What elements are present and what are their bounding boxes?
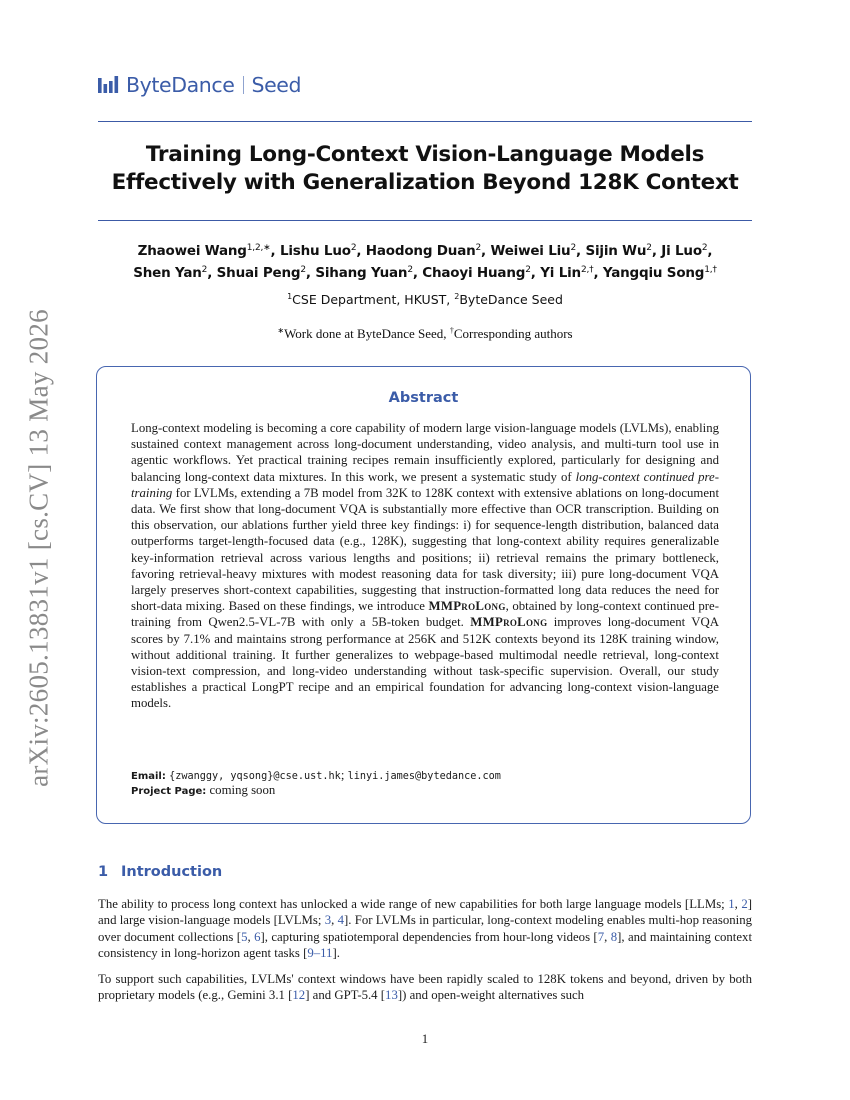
author-separator: , (356, 243, 362, 259)
intro-paragraph-1 (98, 896, 752, 961)
intro-text: ] and GPT-5.4 [ (305, 988, 386, 1003)
logo-product: Seed (251, 73, 302, 97)
header-rule (98, 121, 752, 122)
intro-text: , (734, 897, 742, 911)
author-name: Haodong Duan (365, 243, 476, 259)
author (585, 243, 656, 259)
author (603, 265, 717, 281)
author-separator: , (481, 243, 486, 259)
author-separator: , (651, 243, 657, 259)
author-separator: , (305, 265, 311, 281)
email-label: Email: (131, 771, 166, 782)
author (540, 265, 598, 281)
email-separator: ; (340, 768, 345, 782)
citation-link[interactable]: 6 (254, 929, 261, 944)
logo-brand: ByteDance (126, 73, 235, 97)
intro-text: ] and large vision-language models [LVLMs; (98, 897, 752, 928)
page-number: 1 (421, 1032, 429, 1046)
paper-title (98, 141, 752, 197)
author-separator: , (412, 265, 418, 281)
author-name: Shuai Peng (216, 265, 301, 281)
section-number: 1 (98, 864, 109, 880)
affiliation-1-marker: 1 (287, 292, 293, 301)
intro-text: ], and maintaining context consistency in long-horizon agent tasks [ (98, 929, 752, 960)
abstract-italic-term: long-context continued pre-training (131, 469, 719, 500)
author-affiliation-marker: 2,† (580, 265, 594, 275)
author-name: Zhaowei Wang (137, 243, 247, 259)
star-marker: ∗ (277, 326, 285, 335)
author-line-2 (90, 262, 760, 284)
bytedance-logo-icon (98, 75, 121, 95)
section-title: Introduction (121, 864, 223, 880)
model-name: MMProLong (470, 615, 548, 630)
author (422, 265, 535, 281)
affiliation-1: CSE Department, HKUST (292, 292, 447, 307)
author-affiliation-marker: 2 (350, 243, 357, 253)
author-affiliation-marker: 2 (570, 243, 577, 253)
logo-divider (243, 76, 244, 94)
author-name: Yangqiu Song (602, 265, 705, 281)
abstract-text (131, 420, 719, 712)
intro-text: The ability to process long context has unlocked a wide range of new capabilities for both large language models [LLMs; (98, 897, 729, 911)
author (133, 265, 212, 281)
intro-text: , (604, 929, 611, 944)
abstract-part-4: improves long-document VQA scores by 7.1% and maintains strong performance at 256K and 512K contexts beyond its 128K training window, without additional training. It further generalizes to webpage-based multimodal needle retrieval, long-context vision-text compression, and long-video understanding without task-specific supervision. Overall, our study establishes a practical LongPT recipe and an empirical foundation for advancing long-context vision-language models. (131, 615, 719, 711)
citation-link[interactable]: 13 (385, 988, 398, 1003)
project-page-value: coming soon (209, 783, 276, 797)
affiliation-2-marker: 2 (454, 292, 460, 301)
logo-wordmark (126, 74, 301, 96)
citation-link[interactable]: 8 (610, 929, 618, 944)
author-name: Sijin Wu (585, 243, 647, 259)
affiliations (98, 292, 752, 307)
author-affiliation-marker: 2 (300, 265, 306, 275)
author-separator: , (576, 243, 581, 259)
author-name: Weiwei Liu (490, 243, 571, 259)
affiliation-separator: , (446, 292, 451, 307)
affiliation-2: ByteDance Seed (459, 292, 563, 307)
author-separator: , (530, 265, 536, 281)
author (315, 265, 417, 281)
citation-link[interactable]: 9–11 (307, 945, 333, 960)
author-affiliation-marker: 1,† (704, 265, 717, 275)
author-separator: , (593, 265, 599, 281)
arxiv-identifier[interactable]: arXiv:2605.13831v1 [cs.CV] 13 May 2026 (23, 309, 54, 787)
work-note: Work done at ByteDance Seed, (284, 326, 447, 341)
author-notes (98, 326, 752, 342)
abstract-part-2: for LVLMs, extending a 7B model from 32K to 128K context with extensive ablations on long-document data. We first show that long-document VQA is substantially more effective than OCR transcription. Building on this observation, our ablations further yield three key findings: i) for sequence-length distribution, balanced data outperforms target-length-focused data (e.g., 128K), suggesting that long-context ability requires generalizable key-information retrieval across various lengths and positions; ii) retrieval remains the primary bottleneck, favoring retrieval-heavy mixtures with modest reasoning data for task diversity; iii) pure long-document VQA largely preserves short-context capabilities, suggesting that instruction-formatted long data reduces the need for short-data mixing. Based on these findings, we introduce (131, 485, 719, 614)
abstract-box (96, 366, 751, 824)
model-name: MMProLong (428, 599, 506, 614)
author-affiliation-marker: 2 (525, 265, 531, 275)
intro-text: , (247, 929, 255, 944)
intro-text: ]. For LVLMs in particular, long-context modeling enables multi-hop reasoning over document collections [ (98, 913, 752, 944)
author-name: Yi Lin (540, 265, 581, 281)
author (490, 243, 580, 259)
corresponding-note: Corresponding authors (453, 326, 573, 341)
author-line-1 (90, 240, 760, 262)
project-page-line (131, 783, 721, 798)
citation-link[interactable]: 4 (337, 913, 345, 928)
author-name: Ji Luo (661, 243, 702, 259)
author-affiliation-marker: 2 (475, 243, 482, 253)
intro-text: ], capturing spatiotemporal dependencies from hour-long videos [ (260, 929, 598, 944)
title-rule (98, 220, 752, 221)
section-heading (98, 864, 222, 880)
title-line-2: Effectively with Generalization Beyond 128K Context (111, 170, 739, 195)
citation-link[interactable]: 3 (324, 913, 332, 928)
citation-link[interactable]: 2 (741, 897, 748, 911)
author-separator: , (207, 265, 213, 281)
author-name: Sihang Yuan (315, 265, 408, 281)
author-affiliation-marker: 2 (646, 243, 652, 253)
author (366, 243, 486, 259)
author-affiliation-marker: 2 (407, 265, 413, 275)
intro-text: ]) and open-weight alternatives such (397, 988, 585, 1003)
abstract-part-3: , obtained by long-context continued pre-training from Qwen2.5-VL-7B with only a 5B-token budget. (131, 599, 719, 630)
author-name: Chaoyi Huang (422, 265, 526, 281)
intro-text: ]. (332, 945, 340, 960)
author-affiliation-marker: 2 (201, 265, 208, 275)
citation-link[interactable]: 1 (728, 897, 735, 911)
abstract-part-1: Long-context modeling is becoming a core capability of modern large vision-language models (LVLMs), enabling sustained context management across long-document understanding, video analysis, and multi-turn tool use in agentic workflows. Yet practical training recipes remain insufficiently explored, particularly for designing and balancing long-context data mixtures. In this work, we present a systematic study of (131, 421, 719, 484)
author-affiliation-marker: 2 (701, 243, 708, 253)
citation-link[interactable]: 7 (597, 929, 605, 944)
author (661, 243, 712, 259)
abstract-heading: Abstract (388, 390, 459, 406)
email-line (131, 768, 721, 783)
citation-link[interactable]: 5 (241, 929, 248, 944)
author-name: Shen Yan (133, 265, 202, 281)
dagger-marker: † (449, 326, 454, 335)
author-list (90, 240, 760, 284)
project-page-label: Project Page: (131, 786, 207, 797)
intro-text: To support such capabilities, LVLMs' context windows have been rapidly scaled to 128K tokens and beyond, driven by both proprietary models (e.g., Gemini 3.1 [ (98, 972, 752, 1003)
email-hkust[interactable]: {zwanggy, yqsong}@cse.ust.hk (169, 771, 341, 782)
author-name: Lishu Luo (279, 243, 351, 259)
citation-link[interactable]: 12 (292, 988, 306, 1003)
bytedance-seed-logo (98, 74, 301, 96)
intro-text: , (331, 913, 338, 928)
author (280, 243, 361, 259)
author (217, 265, 311, 281)
email-bytedance[interactable]: linyi.james@bytedance.com (347, 771, 501, 782)
title-line-1: Training Long-Context Vision-Language Models (145, 142, 705, 167)
author-separator: , (270, 243, 276, 259)
author-separator: , (707, 243, 713, 259)
author-affiliation-marker: 1,2,∗ (246, 243, 271, 253)
author (138, 243, 276, 259)
intro-paragraph-2 (98, 971, 752, 1004)
